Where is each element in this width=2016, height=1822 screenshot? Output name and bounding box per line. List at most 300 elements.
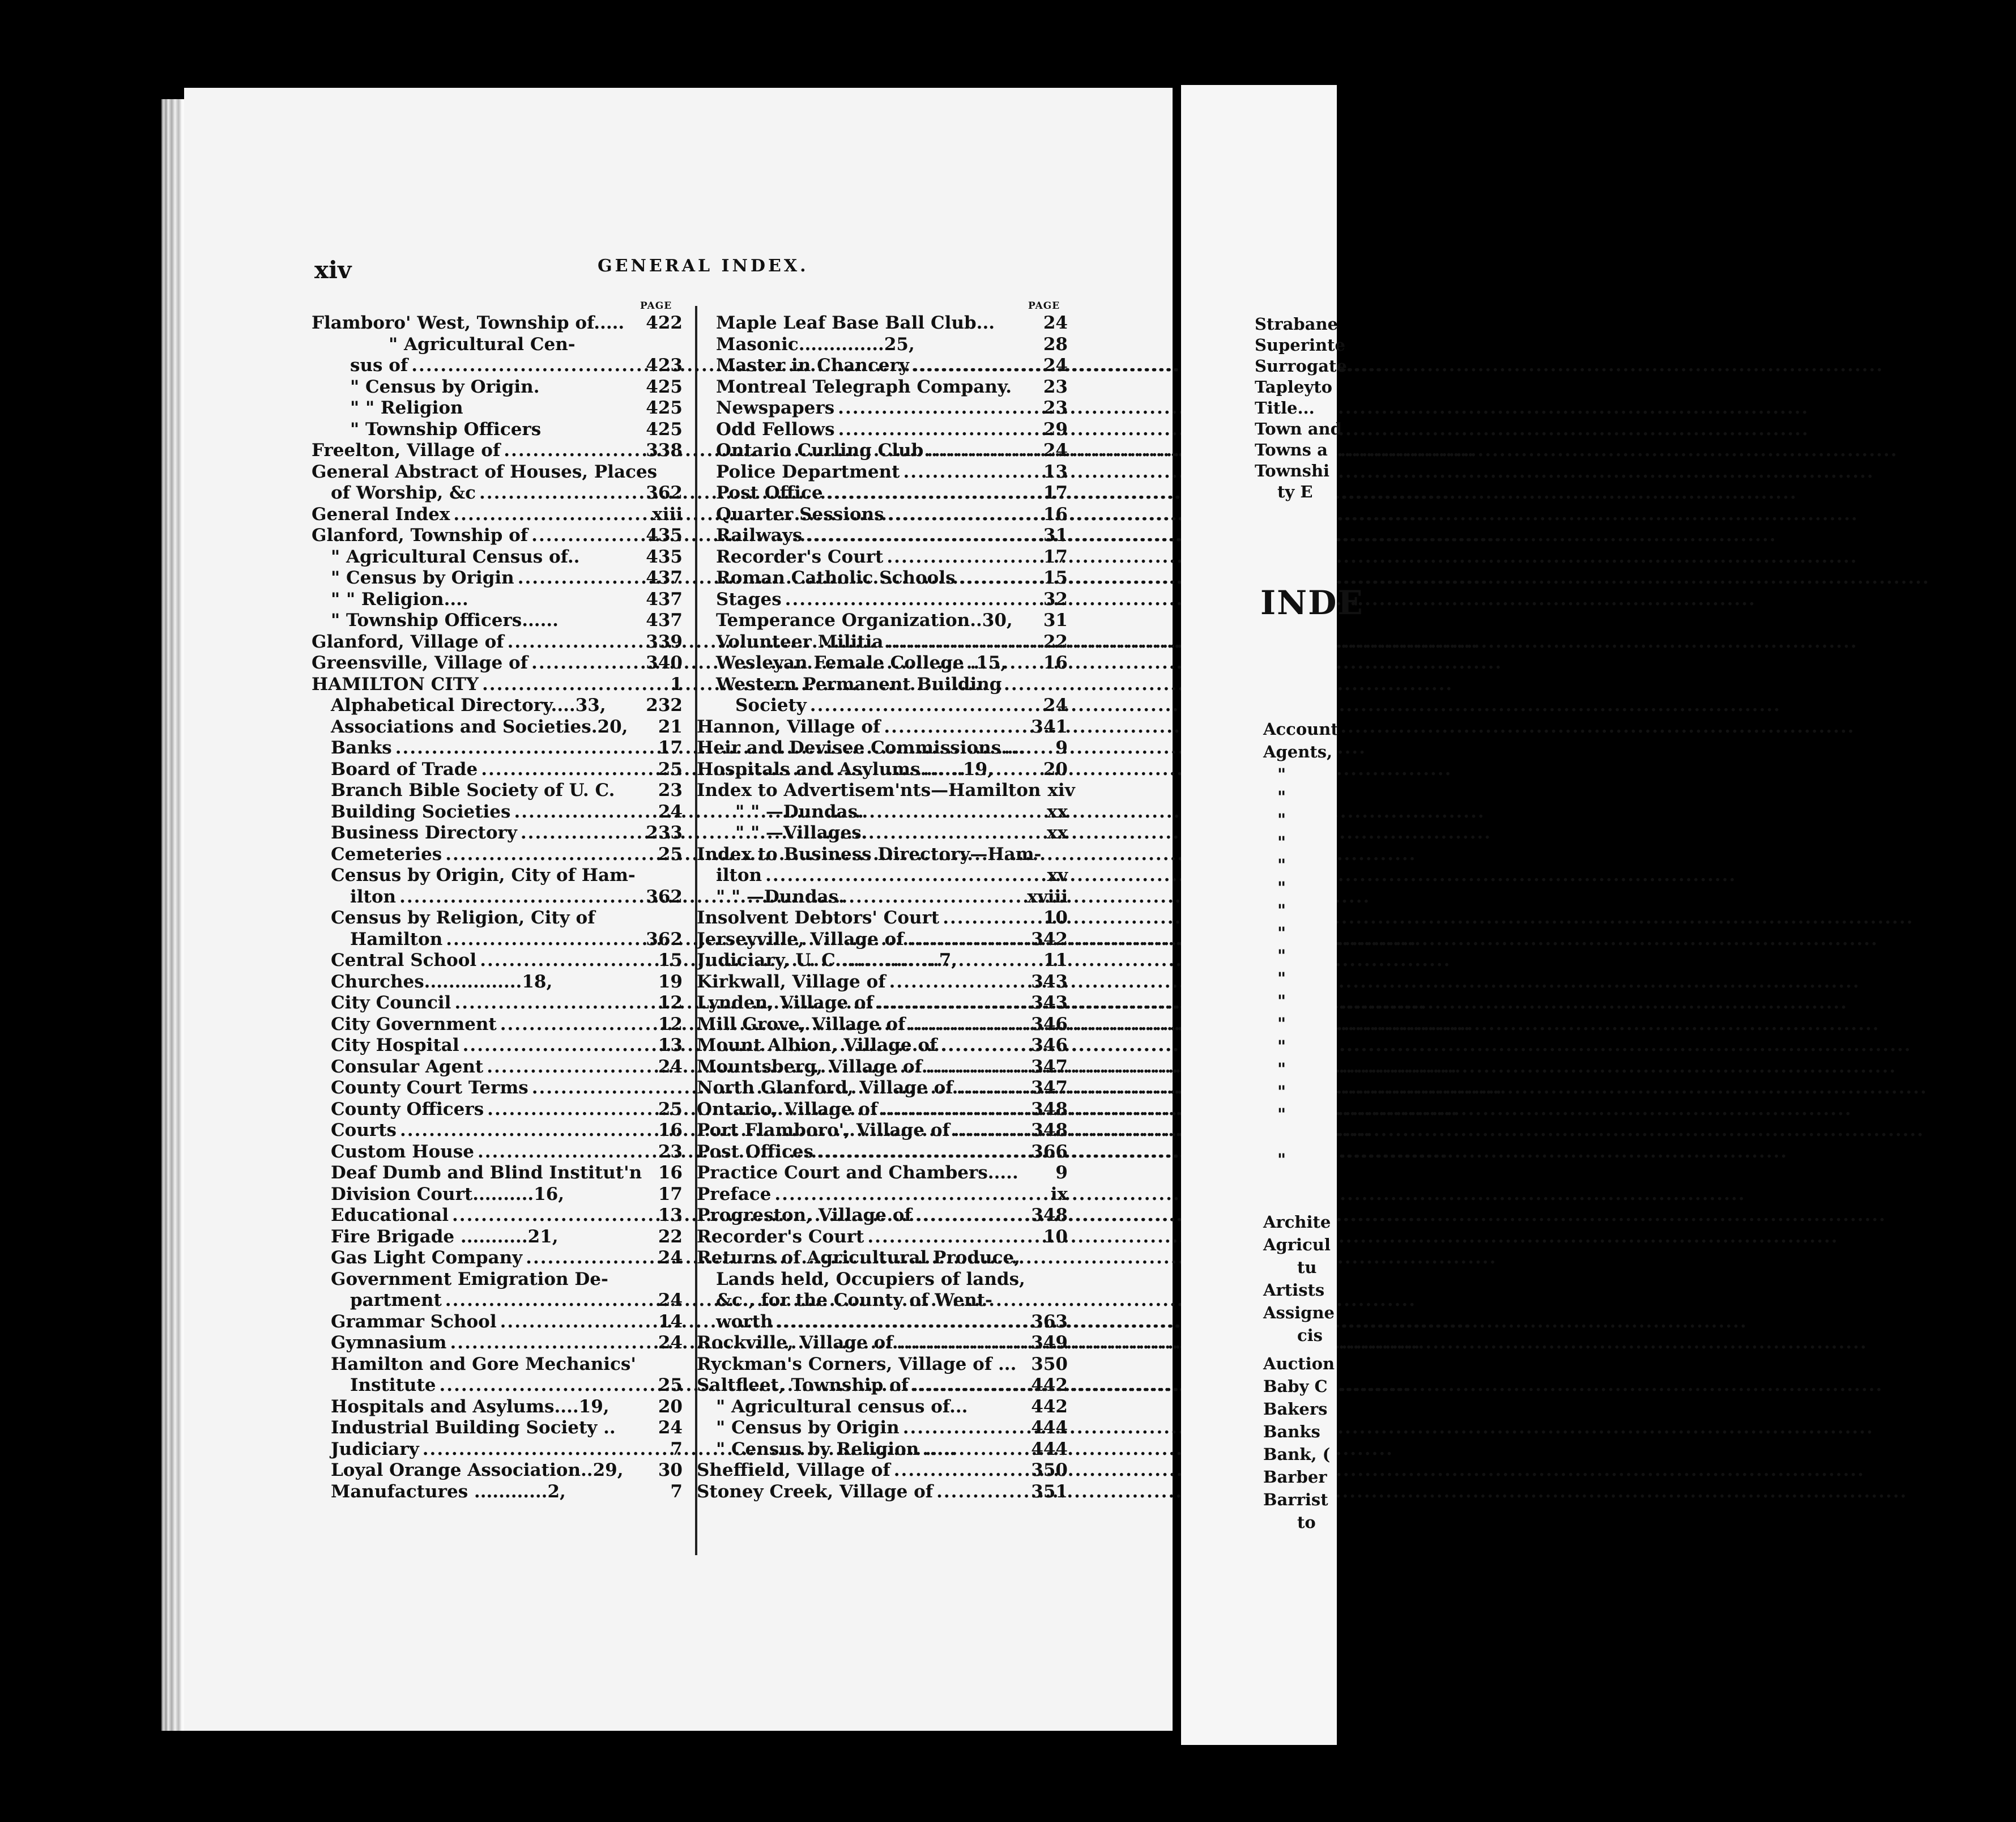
- entry-text: Ontario Curling Club: [716, 440, 924, 461]
- entry-page-ref: 346: [1031, 1035, 1068, 1055]
- dot-leader: [883, 547, 1043, 568]
- index-entry: [697, 653, 1068, 674]
- entry-page-ref: 25: [658, 1375, 683, 1395]
- facing-page-fragment: ": [1277, 1105, 1286, 1124]
- entry-text: Courts: [331, 1120, 397, 1140]
- dot-leader: [397, 1120, 658, 1142]
- index-entry: [697, 738, 1068, 759]
- entry-text: Temperance Organization..30,: [716, 610, 1013, 631]
- index-entry: [312, 865, 683, 887]
- index-entry: [312, 589, 683, 611]
- entry-page-ref: 347: [1031, 1078, 1068, 1098]
- right-index-column: [697, 313, 1075, 1502]
- entry-page-ref: xv: [1047, 865, 1068, 886]
- dot-leader: [771, 1184, 1050, 1206]
- facing-page-fragment: Assigne: [1263, 1303, 1335, 1322]
- dot-leader: [937, 1035, 1031, 1057]
- entry-text: " Township Officers: [350, 419, 542, 440]
- entry-page-ref: 24: [658, 1056, 683, 1077]
- entry-page-ref: 348: [1031, 1205, 1068, 1225]
- index-entry: [312, 972, 683, 993]
- entry-text: Census by Religion, City of: [331, 908, 595, 928]
- dot-leader: [419, 1439, 671, 1461]
- index-entry: [697, 972, 1068, 993]
- entry-text: Practice Court and Chambers.....: [697, 1163, 1018, 1183]
- entry-text: Manufactures ............2,: [331, 1481, 566, 1502]
- index-entry: [312, 1142, 683, 1163]
- index-entry: [697, 1439, 1068, 1461]
- entry-text: Cemeteries: [331, 844, 442, 865]
- entry-text: Mount Albion, Village of: [697, 1035, 937, 1055]
- entry-text: " " Religion: [350, 398, 463, 418]
- index-entry: [697, 313, 1068, 334]
- dot-leader: [474, 1142, 658, 1163]
- entry-page-ref: 24: [658, 1290, 683, 1310]
- entry-page-ref: ix: [1050, 1184, 1068, 1204]
- dot-leader: [950, 1120, 1031, 1142]
- facing-page-fragment: ": [1277, 901, 1286, 920]
- entry-text: Banks: [331, 738, 392, 758]
- dot-leader: [408, 355, 646, 377]
- index-entry: [697, 1354, 1068, 1376]
- index-entry: [312, 462, 683, 483]
- dot-leader: [823, 483, 1043, 504]
- dot-leader: [773, 1312, 1032, 1333]
- entry-page-ref: 343: [1031, 971, 1068, 992]
- entry-text: Ontario, Village of: [697, 1099, 878, 1119]
- dot-leader: [877, 1099, 1031, 1121]
- entry-text: Master in Chancery: [716, 355, 909, 376]
- entry-text: Hamilton: [350, 929, 443, 950]
- facing-page-fragment: Town and: [1255, 419, 1342, 439]
- index-entry: [312, 674, 683, 696]
- entry-page-ref: 24: [658, 1248, 683, 1268]
- entry-page-ref: xiii: [652, 504, 683, 525]
- facing-page-fragment: ": [1277, 1059, 1286, 1079]
- facing-page-fragment: ": [1277, 946, 1286, 965]
- index-entry: [312, 547, 683, 568]
- entry-page-ref: 23: [658, 780, 683, 801]
- index-entry: [312, 504, 683, 526]
- facing-page-fragment: Bank, (: [1263, 1445, 1331, 1464]
- dot-leader: [813, 1142, 1031, 1163]
- index-entry: [312, 632, 683, 653]
- entry-page-ref: 350: [1031, 1353, 1068, 1374]
- entry-page-ref: 17: [1043, 546, 1068, 567]
- index-entry: [312, 1333, 683, 1354]
- entry-page-ref: 10: [1043, 1226, 1068, 1247]
- index-entry: [312, 483, 683, 504]
- entry-page-ref: 13: [658, 1035, 683, 1055]
- index-entry: [697, 1397, 1068, 1418]
- dot-leader: [886, 972, 1032, 993]
- entry-text: " Census by Religion .....: [716, 1438, 956, 1459]
- dot-leader: [873, 993, 1031, 1014]
- index-entry: [697, 1482, 1068, 1503]
- entry-page-ref: 28: [1043, 334, 1068, 355]
- index-entry: [312, 695, 683, 717]
- entry-text: sus of: [350, 355, 408, 376]
- index-entry: [697, 1290, 1068, 1312]
- dot-leader: [880, 717, 1031, 738]
- facing-page-fragment: Towns a: [1255, 440, 1328, 459]
- entry-text: Gas Light Company: [331, 1248, 523, 1268]
- entry-text: Police Department: [716, 461, 900, 482]
- dot-leader: [933, 1482, 1031, 1503]
- entry-page-ref: 12: [658, 993, 683, 1013]
- entry-text: Lynden, Village of: [697, 993, 873, 1013]
- index-entry: [697, 844, 1068, 866]
- entry-text: " Census by Origin.: [350, 376, 540, 397]
- dot-leader: [504, 632, 646, 653]
- entry-text: Hannon, Village of: [697, 716, 881, 737]
- dot-leader: [396, 887, 646, 908]
- dot-leader: [883, 632, 1043, 653]
- entry-page-ref: 23: [658, 1141, 683, 1162]
- entry-text: Mill Grove, Village of: [697, 1014, 906, 1035]
- index-entry: [697, 1417, 1068, 1439]
- index-entry: [697, 1057, 1068, 1078]
- entry-text: Judiciary: [331, 1438, 419, 1459]
- index-entry: [312, 717, 683, 738]
- index-entry: [312, 1163, 683, 1184]
- entry-text: Stages: [716, 589, 782, 610]
- index-entry: [697, 419, 1068, 441]
- entry-page-ref: 362: [646, 886, 683, 907]
- index-entry: [697, 1312, 1068, 1333]
- entry-text: Sheffield, Village of: [697, 1460, 890, 1480]
- entry-page-ref: 32: [1043, 589, 1068, 610]
- entry-text: " Agricultural Cen-: [389, 334, 576, 355]
- entry-text: " " —Dundas.: [716, 886, 845, 907]
- entry-text: Masonic..............25,: [716, 334, 915, 355]
- entry-page-ref: 366: [1031, 1141, 1068, 1162]
- index-entry: [312, 568, 683, 589]
- entry-text: Returns of Agricultural Produce,: [697, 1248, 1021, 1268]
- entry-text: Port Flamboro', Village of: [697, 1120, 950, 1140]
- index-entry: [312, 1057, 683, 1078]
- index-entry: [312, 377, 683, 398]
- index-entry: [312, 1099, 683, 1121]
- entry-text: Associations and Societies.20,: [331, 716, 628, 737]
- entry-page-ref: 348: [1031, 1120, 1068, 1140]
- left-page-label: PAGE: [640, 300, 672, 312]
- index-entry: [697, 398, 1068, 419]
- entry-page-ref: 25: [658, 1099, 683, 1119]
- entry-text: Ryckman's Corners, Village of ...: [697, 1353, 1017, 1374]
- dot-leader: [451, 993, 658, 1014]
- entry-text: County Court Terms: [331, 1078, 528, 1098]
- entry-text: Freelton, Village of: [312, 440, 501, 461]
- entry-page-ref: 442: [1031, 1375, 1068, 1395]
- index-entry: [697, 568, 1068, 589]
- dot-leader: [514, 568, 646, 589]
- index-entry: [697, 1460, 1068, 1482]
- dot-leader: [517, 823, 646, 844]
- entry-text: Heir and Devisee Commissions....: [697, 738, 1026, 758]
- index-entry: [312, 759, 683, 781]
- dot-leader: [909, 355, 1043, 377]
- entry-text: Hospitals and Asylums.......19,: [697, 759, 994, 780]
- index-entry: [697, 610, 1068, 632]
- entry-page-ref: 16: [658, 1163, 683, 1183]
- entry-text: " Agricultural Census of..: [331, 546, 580, 567]
- facing-page-fragment: tu: [1297, 1258, 1317, 1277]
- entry-page-ref: 13: [658, 1205, 683, 1225]
- index-entry: [697, 1120, 1068, 1142]
- facing-page-fragment: ": [1277, 810, 1286, 829]
- right-page-label: PAGE: [1028, 300, 1060, 312]
- index-entry: [697, 1248, 1068, 1269]
- facing-page-fragment: to: [1297, 1513, 1316, 1532]
- facing-page-fragment: ": [1277, 1037, 1286, 1056]
- facing-page-fragment: ": [1277, 991, 1286, 1011]
- entry-text: Deaf Dumb and Blind Institut'n: [331, 1163, 642, 1183]
- entry-page-ref: 363: [1031, 1311, 1068, 1332]
- entry-text: North Glanford, Village of: [697, 1078, 953, 1098]
- entry-text: " Census by Origin: [716, 1417, 900, 1438]
- dot-leader: [497, 1312, 658, 1333]
- entry-page-ref: 14: [658, 1311, 683, 1332]
- index-entry: [697, 950, 1068, 972]
- entry-page-ref: 10: [1043, 908, 1068, 928]
- facing-page-fragment: Strabane: [1255, 314, 1339, 334]
- facing-page-fragment: ": [1277, 833, 1286, 852]
- index-entry: [312, 844, 683, 866]
- index-entry: [697, 1205, 1068, 1227]
- dot-leader: [900, 462, 1043, 483]
- entry-page-ref: 362: [646, 483, 683, 503]
- index-entry: [697, 355, 1068, 377]
- entry-text: Newspapers: [716, 398, 835, 418]
- entry-text: Progreston, Village of: [697, 1205, 912, 1225]
- entry-text: Preface: [697, 1184, 772, 1204]
- facing-page-fragment: ": [1277, 765, 1286, 784]
- dot-leader: [446, 1333, 658, 1354]
- entry-page-ref: 22: [658, 1226, 683, 1247]
- facing-page-fragment: Superinte: [1255, 335, 1345, 355]
- entry-page-ref: 425: [646, 376, 683, 397]
- facing-page-fragment: Barrist: [1263, 1490, 1328, 1509]
- left-index-column: [312, 313, 683, 1502]
- facing-page-fragment: ": [1277, 969, 1286, 988]
- entry-page-ref: 1: [670, 674, 683, 695]
- index-entry: [697, 887, 1068, 908]
- index-entry: [312, 1354, 683, 1376]
- entry-page-ref: xviii: [1027, 886, 1068, 907]
- facing-page-fragment: Artists: [1263, 1280, 1325, 1300]
- index-entry: [697, 759, 1068, 781]
- index-entry: [697, 1333, 1068, 1354]
- entry-page-ref: 12: [658, 1014, 683, 1035]
- dot-leader: [500, 440, 646, 462]
- entry-page-ref: 22: [1043, 631, 1068, 652]
- entry-text: Railways: [716, 525, 803, 546]
- dot-leader: [922, 1057, 1031, 1078]
- entry-text: Odd Fellows: [716, 419, 835, 440]
- entry-page-ref: 442: [1031, 1396, 1068, 1417]
- entry-text: Loyal Orange Association..29,: [331, 1460, 624, 1480]
- entry-text: Recorder's Court: [716, 546, 884, 567]
- entry-page-ref: 24: [658, 801, 683, 822]
- entry-page-ref: 342: [1031, 929, 1068, 950]
- entry-page-ref: 444: [1031, 1417, 1068, 1438]
- entry-text: Mountsberg, Village of: [697, 1056, 922, 1077]
- entry-text: Volunteer Militia: [716, 631, 884, 652]
- entry-text: worth: [716, 1311, 773, 1332]
- entry-page-ref: 29: [1043, 419, 1068, 440]
- index-entry: [697, 1035, 1068, 1057]
- entry-text: Consular Agent: [331, 1056, 484, 1077]
- dot-leader: [442, 1290, 658, 1312]
- entry-page-ref: 11: [1043, 950, 1068, 970]
- entry-text: Insolvent Debtors' Court: [697, 908, 940, 928]
- index-entry: [697, 1375, 1068, 1397]
- entry-text: Saltfleet, Township of: [697, 1375, 909, 1395]
- dot-leader: [807, 695, 1043, 717]
- entry-text: Custom House: [331, 1141, 474, 1162]
- index-entry: [312, 823, 683, 844]
- entry-text: Society: [735, 695, 807, 716]
- entry-page-ref: 7: [670, 1438, 683, 1459]
- index-entry: [697, 674, 1068, 696]
- entry-text: " Census by Origin: [331, 568, 514, 588]
- entry-page-ref: 23: [1043, 376, 1068, 397]
- entry-page-ref: 25: [658, 759, 683, 780]
- entry-page-ref: 21: [658, 716, 683, 737]
- index-entry: [312, 929, 683, 951]
- entry-page-ref: 30: [658, 1460, 683, 1480]
- index-entry: [312, 398, 683, 419]
- dot-leader: [528, 653, 646, 674]
- index-entry: [312, 1014, 683, 1036]
- entry-text: City Government: [331, 1014, 497, 1035]
- entry-page-ref: 24: [658, 1417, 683, 1438]
- dot-leader: [528, 1078, 683, 1099]
- entry-text: Post Office: [716, 483, 823, 503]
- entry-page-ref: 13: [1043, 461, 1068, 482]
- facing-page-fragment: Agricul: [1263, 1235, 1331, 1254]
- entry-page-ref: 422: [646, 313, 683, 333]
- dot-leader: [497, 1014, 658, 1036]
- entry-text: ilton: [716, 865, 762, 886]
- entry-text: City Council: [331, 993, 451, 1013]
- entry-page-ref: 348: [1031, 1099, 1068, 1119]
- entry-text: Census by Origin, City of Ham-: [331, 865, 636, 886]
- index-entry: [697, 1227, 1068, 1248]
- dot-leader: [884, 504, 1043, 526]
- index-entry: [697, 504, 1068, 526]
- index-entry: [312, 908, 683, 929]
- dot-leader: [459, 1035, 658, 1057]
- index-entry: [312, 1078, 683, 1099]
- entry-page-ref: 15: [1043, 568, 1068, 588]
- entry-text: City Hospital: [331, 1035, 459, 1055]
- dot-leader: [522, 1248, 658, 1269]
- entry-text: Quarter Sessions: [716, 504, 884, 525]
- entry-text: Government Emigration De-: [331, 1268, 608, 1289]
- index-entry: [697, 377, 1068, 398]
- index-entry: [697, 547, 1068, 568]
- dot-leader: [478, 759, 658, 781]
- index-entry: [697, 1163, 1068, 1184]
- entry-text: Educational: [331, 1205, 449, 1225]
- index-entry: [697, 525, 1068, 547]
- facing-page-fragment: ty E: [1277, 482, 1313, 501]
- entry-page-ref: 9: [1055, 738, 1068, 758]
- entry-text: Hospitals and Asylums....19,: [331, 1396, 610, 1417]
- entry-page-ref: 232: [646, 695, 683, 716]
- entry-page-ref: 23: [1043, 398, 1068, 418]
- index-entry: [312, 355, 683, 377]
- entry-page-ref: 24: [658, 1333, 683, 1353]
- dot-leader: [442, 844, 658, 866]
- dot-leader: [953, 1078, 1032, 1099]
- dot-leader: [510, 802, 658, 823]
- running-title: GENERAL INDEX.: [598, 256, 809, 276]
- entry-page-ref: xiv: [1047, 780, 1075, 801]
- dot-leader: [528, 525, 646, 547]
- facing-page-fragment: Auction: [1263, 1354, 1335, 1373]
- entry-page-ref: 435: [646, 525, 683, 546]
- index-entry: [312, 1439, 683, 1461]
- index-entry: [312, 1269, 683, 1291]
- dot-leader: [442, 929, 646, 951]
- index-entry: [697, 717, 1068, 738]
- index-entry: [312, 334, 683, 356]
- dot-leader: [484, 1099, 658, 1121]
- entry-page-ref: 437: [646, 610, 683, 631]
- entry-text: Post Offices: [697, 1141, 813, 1162]
- dot-leader: [762, 865, 1047, 887]
- entry-page-ref: 423: [646, 355, 683, 376]
- index-entry: [312, 1035, 683, 1057]
- dot-leader: [890, 1460, 1032, 1482]
- index-entry: [312, 1482, 683, 1503]
- facing-page-fragment: Title...: [1255, 398, 1315, 418]
- entry-page-ref: 20: [1043, 759, 1068, 780]
- dot-leader: [904, 929, 1032, 951]
- entry-text: County Officers: [331, 1099, 484, 1119]
- facing-page-fragment: Tapleyto: [1255, 377, 1332, 397]
- entry-text: Jerseyville, Village of: [697, 929, 904, 950]
- entry-page-ref: 24: [1043, 313, 1068, 333]
- index-entry: [697, 589, 1068, 611]
- index-entry: [697, 334, 1068, 356]
- entry-text: Flamboro' West, Township of.....: [312, 313, 625, 333]
- dot-leader: [923, 440, 1043, 462]
- entry-page-ref: 350: [1031, 1460, 1068, 1480]
- entry-text: Fire Brigade ...........21,: [331, 1226, 559, 1247]
- index-entry: [697, 440, 1068, 462]
- entry-page-ref: 9: [1055, 1163, 1068, 1183]
- entry-text: partment: [350, 1290, 442, 1310]
- entry-page-ref: 16: [1043, 653, 1068, 673]
- dot-leader: [956, 568, 1043, 589]
- dot-leader: [476, 950, 658, 972]
- facing-page-fragment: ": [1277, 878, 1286, 897]
- entry-page-ref: 425: [646, 398, 683, 418]
- facing-page-fragment: ": [1277, 1014, 1286, 1033]
- book-page-edges: [161, 99, 184, 1731]
- entry-page-ref: 437: [646, 568, 683, 588]
- entry-text: Building Societies: [331, 801, 511, 822]
- entry-text: Branch Bible Society of U. C.: [331, 780, 615, 801]
- facing-page-fragment: ": [1277, 923, 1286, 943]
- entry-text: Kirkwall, Village of: [697, 971, 886, 992]
- entry-text: ilton: [350, 886, 397, 907]
- page-number: xiv: [314, 256, 352, 284]
